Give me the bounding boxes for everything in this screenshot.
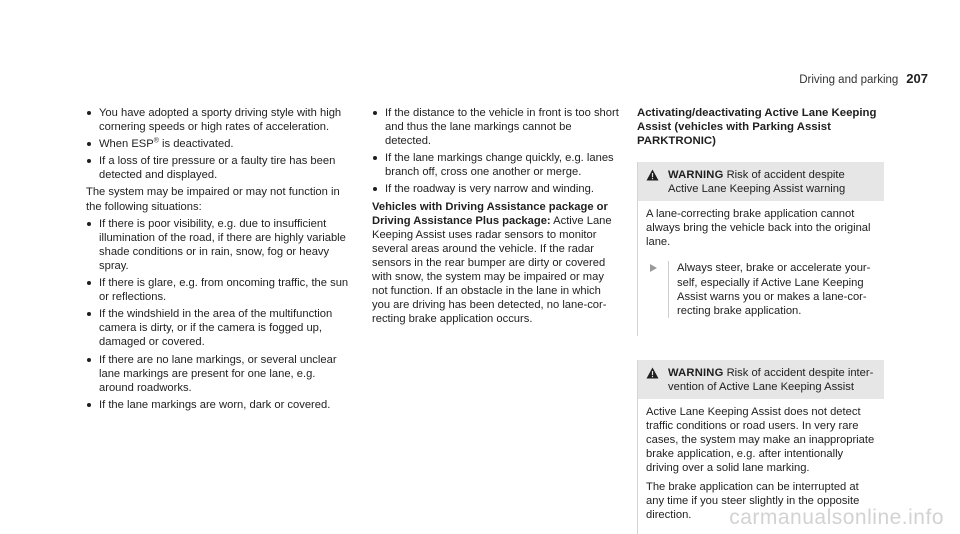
- registered-mark: ®: [153, 137, 159, 145]
- column-right: [637, 106, 884, 534]
- list-item: If there is poor visibility, e.g. due to insufficient illumination of the road, if there are highly variable shade conditions or in rain, snow, fog or heavy spray.: [86, 217, 352, 273]
- watermark: carmanualsonline.info: [729, 505, 944, 529]
- arrow-right-icon: [650, 264, 657, 272]
- section-title: Driving and parking: [799, 74, 899, 86]
- list-item: [86, 137, 352, 151]
- bullet-list: [372, 106, 620, 197]
- warning-body: [638, 201, 884, 336]
- list-item: You have adopted a sporty driving style with high cornering speeds or high rates of acceleration.: [86, 106, 352, 134]
- section-heading: Activating/deactivating Active Lane Keeping Assist (vehicles with Parking Assist PARKTRONIC): [637, 107, 877, 147]
- warning-header: [638, 360, 884, 399]
- column-middle: [372, 106, 620, 329]
- action-text: Always steer, brake or accelerate yourself, especially if Active Lane Keeping Assist warns you or makes a lane-correcting brake application.: [668, 261, 876, 317]
- warning-label: WARNING: [668, 169, 724, 181]
- list-item: If the roadway is very narrow and winding.: [372, 182, 620, 196]
- list-item: If the windshield in the area of the multifunction camera is dirty, or if the camera is fogged up, damaged or covered.: [86, 307, 352, 349]
- list-item-text: is deactivated.: [158, 138, 234, 151]
- list-item: If the distance to the vehicle in front is too short and thus the lane markings cannot be detected.: [372, 106, 620, 148]
- list-item: If there is glare, e.g. from oncoming traffic, the sun or reflections.: [86, 276, 352, 304]
- warning-label: WARNING: [668, 366, 724, 379]
- list-item: If a loss of tire pressure or a faulty tire has been detected and displayed.: [86, 154, 352, 182]
- list-item: If there are no lane markings, or several unclear lane markings are present for one lane, e.g. around roadworks.: [86, 353, 352, 395]
- list-item-text: When ESP: [99, 138, 154, 151]
- page-number: 207: [906, 71, 928, 86]
- list-item: If the lane markings are worn, dark or covered.: [86, 398, 352, 412]
- paragraph-text: Active Lane Keeping Assist uses radar sensors to monitor several areas around the vehicle. If the radar sensors in the rear bumper are dirty or covered with snow, the system may be impaired or may not function. If an obstacle in the lane in which you are driving has been detected, no lane-correcting brake application occurs.: [372, 214, 612, 326]
- bullet-list: [86, 106, 352, 182]
- paragraph: [372, 200, 620, 327]
- warning-text: A lane-correcting brake application cannot always bring the vehicle back into the original lane.: [646, 208, 871, 249]
- warning-box: [637, 162, 884, 336]
- warning-title: Risk of accident despite Active Lane Keeping Assist warning: [668, 169, 846, 196]
- column-left: [86, 106, 352, 415]
- paragraph: The system may be impaired or may not function in the following situations:: [86, 186, 340, 213]
- warning-triangle-icon: [646, 367, 659, 379]
- warning-title: Risk of accident despite intervention of Active Lane Keeping Assist: [668, 366, 874, 393]
- subheading: Vehicles with Driving Assistance package or Driving Assistance Plus package:: [372, 200, 608, 227]
- warning-text: Active Lane Keeping Assist does not detect traffic conditions or road users. In very rare cases, the system may make an inappropriate brake application, e.g. after intentionally driving over a solid lane marking.: [646, 406, 875, 475]
- warning-triangle-icon: [646, 169, 659, 181]
- page-header: [799, 72, 928, 87]
- warning-header: [638, 162, 884, 201]
- bullet-list: [86, 217, 352, 412]
- warning-text: The brake application can be interrupted at any time if you steer slightly in the opposite direction.: [646, 480, 860, 521]
- list-item: If the lane markings change quickly, e.g. lanes branch off, cross one another or merge.: [372, 151, 620, 179]
- action-step: [646, 261, 876, 317]
